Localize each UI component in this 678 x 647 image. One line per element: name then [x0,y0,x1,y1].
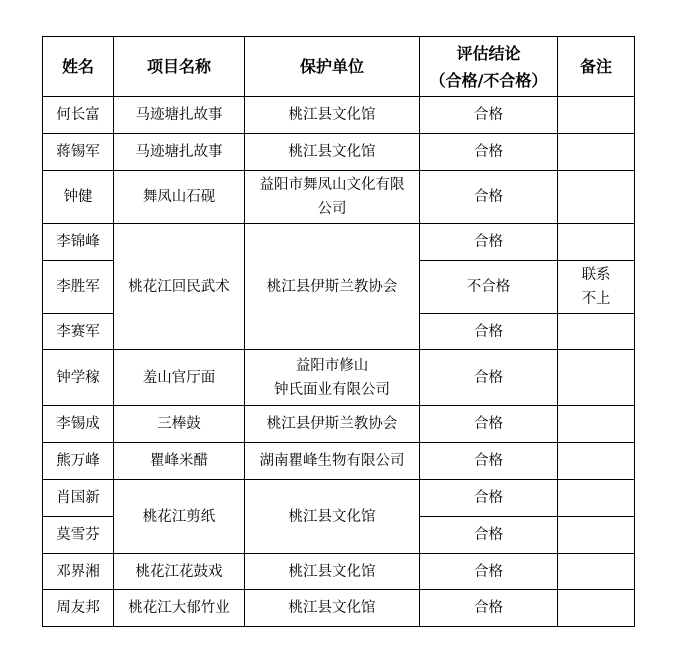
cell-project-merged: 桃花江剪纸 [114,480,245,554]
cell-result: 合格 [420,224,558,261]
cell-note-line: 联系 [581,267,611,283]
cell-note [558,350,635,406]
cell-project: 桃花江花鼓戏 [114,554,245,590]
cell-name: 蒋锡军 [43,134,114,171]
header-unit: 保护单位 [245,37,420,97]
cell-note [558,480,635,517]
table-row [43,443,635,480]
cell-result: 合格 [420,350,558,406]
cell-name: 肖国新 [43,480,114,517]
table-row [43,590,635,627]
cell-note-line: 不上 [581,291,611,307]
cell-project: 三棒鼓 [114,406,245,443]
cell-project-merged: 桃花江回民武术 [114,224,245,350]
cell-unit [245,171,420,224]
table-row [43,350,635,406]
cell-name: 钟学稼 [43,350,114,406]
cell-result: 合格 [420,134,558,171]
cell-note [558,590,635,627]
cell-unit: 湖南瞿峰生物有限公司 [245,443,420,480]
cell-unit: 桃江县文化馆 [245,590,420,627]
cell-result: 合格 [420,406,558,443]
cell-unit-merged: 桃江县伊斯兰教协会 [245,224,420,350]
cell-unit: 桃江县伊斯兰教协会 [245,406,420,443]
header-note: 备注 [558,37,635,97]
cell-note [558,97,635,134]
table-row [43,134,635,171]
cell-note [558,443,635,480]
cell-unit-line: 益阳市舞凤山文化有限 [259,177,405,193]
cell-name: 钟健 [43,171,114,224]
cell-result: 合格 [420,554,558,590]
table-row [43,171,635,224]
table-row [43,406,635,443]
header-result [420,37,558,97]
cell-result: 合格 [420,314,558,350]
cell-note [558,134,635,171]
cell-result: 合格 [420,443,558,480]
assessment-table [42,36,635,627]
cell-result: 合格 [420,480,558,517]
table-row [43,480,635,517]
cell-note [558,406,635,443]
cell-name: 熊万峰 [43,443,114,480]
cell-unit: 桃江县文化馆 [245,134,420,171]
header-project: 项目名称 [114,37,245,97]
header-name: 姓名 [43,37,114,97]
cell-unit-line: 公司 [317,201,347,217]
cell-note [558,554,635,590]
table-header-row [43,37,635,97]
cell-note [558,224,635,261]
cell-name: 李赛军 [43,314,114,350]
cell-project: 羞山官厅面 [114,350,245,406]
cell-unit: 桃江县文化馆 [245,554,420,590]
cell-project: 马迹塘扎故事 [114,97,245,134]
header-result-title: 评估结论 [456,43,521,63]
cell-project: 瞿峰米醋 [114,443,245,480]
cell-result: 合格 [420,171,558,224]
cell-name: 李锡成 [43,406,114,443]
cell-note [558,314,635,350]
cell-name: 李胜军 [43,261,114,314]
table-row [43,224,635,261]
cell-note [558,171,635,224]
cell-name: 莫雪芬 [43,517,114,554]
table-row [43,97,635,134]
header-result-subtitle: （合格/不合格） [429,70,548,90]
cell-result: 合格 [420,97,558,134]
cell-result: 不合格 [420,261,558,314]
cell-project: 马迹塘扎故事 [114,134,245,171]
cell-name: 邓界湘 [43,554,114,590]
cell-project: 桃花江大郁竹业 [114,590,245,627]
cell-name: 李锦峰 [43,224,114,261]
cell-result: 合格 [420,590,558,627]
cell-name: 周友邦 [43,590,114,627]
cell-note [558,261,635,314]
cell-unit-merged: 桃江县文化馆 [245,480,420,554]
cell-unit-line: 钟氏面业有限公司 [274,381,390,398]
cell-unit [245,350,420,406]
cell-project: 舞凤山石砚 [114,171,245,224]
table-row [43,554,635,590]
cell-unit-line: 益阳市修山 [295,357,369,374]
cell-unit: 桃江县文化馆 [245,97,420,134]
cell-note [558,517,635,554]
cell-name: 何长富 [43,97,114,134]
cell-result: 合格 [420,517,558,554]
